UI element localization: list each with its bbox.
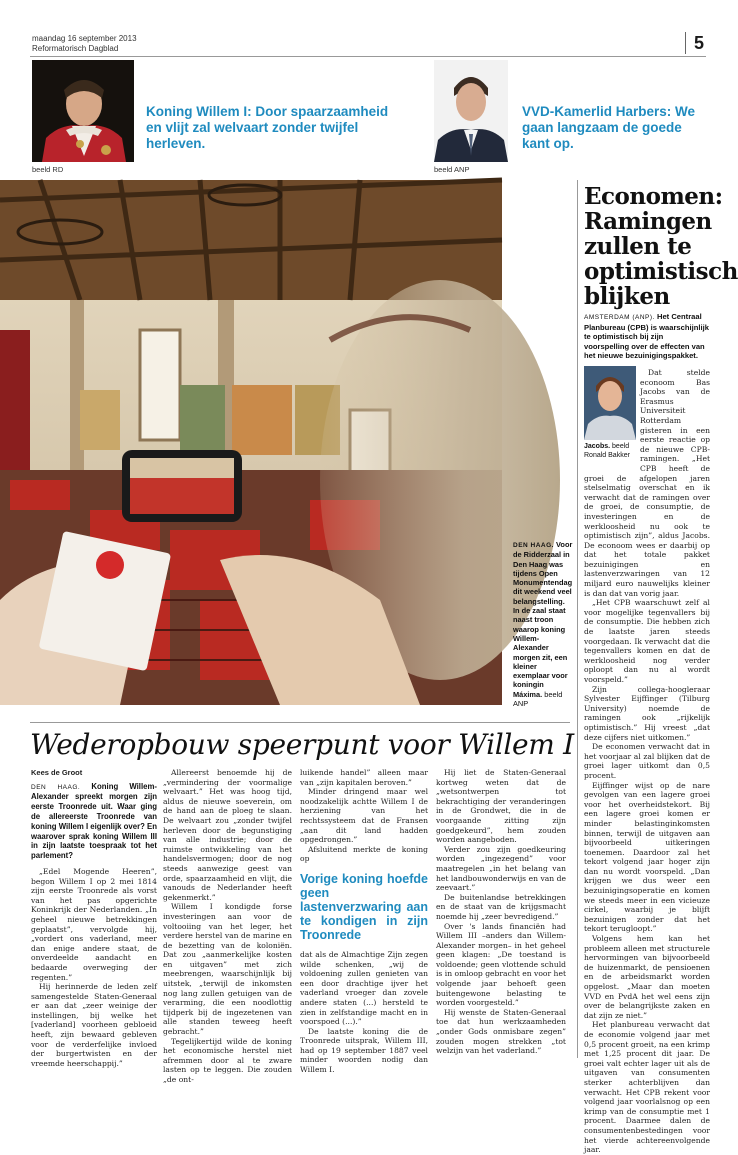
economists-dateline: AMSTERDAM (ANP). [584,314,655,321]
page-number: 5 [685,32,704,54]
jacobs-credit: beeld Ronald Bakker [584,443,630,459]
article-subhead: Vorige koning hoefde geen lastenverzwaring aan te kondigen in zijn Troonrede [300,871,428,942]
economists-p5: Eijffinger wijst op de nare gevolgen van een lagere groei voor het overheidstekort. Bij een lagere groei komen er minder belastinginkomsten binnen, terwijl de uitgaven aan bijvoorbeeld uitkeringen toenemen. Daardoor zal het tekort volgend jaar hoger zijn dan nu wordt voorspeld. „Dan krijgen we dus weer een bezuinigingsoperatie en komen we steeds meer in een vicieuze cirkel, waarbij je blijft bezuinigen zonder dat het tekort terugloopt.” [584,780,710,934]
economists-p2: „Het CPB waarschuwt zelf al voor mogelijke tegenvallers bij de consumptie. Die hebben zich de laatste jaren steeds voorgedaan. Ik verwacht dat die tegenvallers komen en dat de werkloosheid nog verder oploopt dan nu al wordt voorspeld.” [584,598,710,684]
article-col3-p3: Afsluitend merkte de koning op [300,844,428,864]
caption-dateline: DEN HAAG. [513,542,554,549]
header-date: maandag 16 september 2013 [32,34,137,43]
article-headline: Wederopbouw speerpunt voor Willem I [30,728,574,761]
caption-credit: beeld ANP [513,689,563,709]
article-dateline: DEN HAAG. [31,783,81,791]
photo-caption [513,540,573,708]
teaser-2-title[interactable]: VVD-Kamerlid Harbers: We gaan langzaam de goede kant op. [522,104,696,151]
article-col4-p1: Hij liet de Staten-Generaal kortweg weten dat de „wetsontwerpen tot bekrachtiging der veranderingen in de Grondwet, die in de voorgaande zitting zijn goedgekeurd”, hem zouden worden aangeboden. [436,768,566,845]
economists-p4: De economen verwacht dat in het voorjaar al zal blijken dat de groei lager uitkomt dan 0,5 procent. [584,742,710,780]
economists-p1: Dat stelde econoom Bas Jacobs van de Erasmus Universiteit Rotterdam gisteren in een eerste reactie op de nieuwe CPB-ramingen. „Het CPB heeft de groei de afgelopen jaren stelselmatig overschat en ik verwacht dat de ramingen over de groei, de consumptie, de investeringen en de werkloosheid nu ook te optimistisch zijn”, aldus Jacobs. De econoom wees er daarbij op dat het totale pakket bezuinigingen en lastenverzwaringen van 12 miljard euro nauwelijks kleiner is dan dat van vorig jaar. [584,368,710,598]
economists-body [584,368,710,1155]
article-column-3 [300,768,428,1075]
article-lead [31,782,157,861]
article-col4-p2: Verder zou zijn goedkeuring worden „ingezegend” voor maatregelen „in het belang van het landbouwonderwijs en van de zeevaart.” [436,844,566,893]
body-photo-gap [584,368,640,472]
article-col3-p1: luikende handel” alleen maar van „zijn kapitalen beroven.” [300,768,428,787]
willem-i-portrait [32,60,134,162]
article-column-2 [163,768,292,1084]
jacobs-name: Jacobs. [584,443,611,450]
economists-lead [584,312,710,361]
caption-text: Voor de Ridderzaal in Den Haag was tijdens Open Monumentendag dit weekend veel belangstelling. In de zaal staat naast troon waarop koning Willem-Alexander morgen zit, een kleiner exemplaar voor koningin Máxima. [513,540,573,699]
header-paper: Reformatorisch Dagblad [32,44,119,53]
economists-p3: Zijn collega-hoogleraar Sylvester Eijffinger (Tilburg University) noemde de ramingen ook „rijkelijk optimistisch.” Hij vreest „dat deze cijfers niet uitkomen.” [584,684,710,742]
teaser-2-credit: beeld ANP [434,165,470,174]
article-col2-p3: Tegelijkertijd wilde de koning het economische herstel niet afremmen door al te zware lasten op te leggen. Die zouden „de ont- [163,1036,292,1084]
economists-headline: Economen: Ramingen zullen te optimistisch blijken [584,183,738,310]
article-column-4 [436,768,566,1060]
article-col1-p2: Hij herinnerde de leden zelf samengestelde Staten-Generaal er aan dat „zeer weinige der instellingen, bij welke het [vaderland] voorheen gebloeid heeft, zijn bewaard gebleven voor de verderfelijke invloed der burgertwisten en der vreemde heerschappij.” [31,982,157,1068]
economists-p6: Volgens hem kan het probleem alleen met structurele hervormingen van bijvoorbeeld de huizenmarkt, de pensioenen en de arbeidsmarkt worden opgelost. „Maar dan moeten VVD en PvdA het wel eens zijn over de belangrijkste zaken en dat zijn ze niet.” [584,934,710,1020]
article-col1-p1: „Edel Mogende Heeren”, begon Willem I op 2 mei 1814 zijn eerste Troonrede als vorst van het pas opgerichte Koninkrijk der Nederlanden. „In geheel nieuwe betrekkingen geplaatst”, vervolgde hij, „vordert ons vaderland, meer dan enige andere staat, de onverdeelde aandacht en bedaarde overweging der regenten.” [31,866,157,982]
economists-lead-text: Het Centraal Planbureau (CPB) is waarschijnlijk te optimistisch bij zijn voorspelling over de effecten van het nieuwe bezuinigingspakket. [584,312,709,361]
article-col4-p5: Hij wenste de Staten-Generaal toe dat hun werkzaamheden „onder Gods onmisbare zegen” zouden mogen strekken „tot welzijn van het vaderland.” [436,1007,566,1056]
column-divider [577,180,578,1058]
article-col3-p5: De laatste koning die de Troonrede uitsprak, Willem III, had op 19 september 1887 veel minder woorden nodig dan Willem I. [300,1026,428,1075]
page-header [32,34,137,54]
article-lead-text: Koning Willem-Alexander spreekt morgen zijn eerste Troonrede uit. Waar ging de allereerste Troonrede van koning Willem I eigenlijk over? En waarover sprak koning Willem III in zijn laatste toespraak tot het parlement? [31,781,158,861]
header-rule [30,56,706,57]
article-col3-p4: dat als de Almachtige Zijn zegen wilde schenken, „wij de voldoening zullen genieten van een door drachtige ijver het vaderland vroeger dan zovele andere staten (...) hersteld te zien in zelfstandige macht en in voorspoed (...).” [300,949,428,1027]
harbers-portrait [434,60,508,162]
article-col3-p2: Minder dringend maar wel noodzakelijk achtte Willem I de herziening van het rechtssysteem dat de Fransen „aan dit land hadden opgedrongen.” [300,787,428,845]
article-col4-p3: De buitenlandse betrekkingen en de staat van de krijgsmacht noemde hij „zeer bevredigend.” [436,892,566,921]
teaser-1-credit: beeld RD [32,165,64,174]
ridderzaal-photo [0,180,502,705]
article-column-1 [31,768,158,1068]
article-rule [30,722,570,723]
economists-p7: Het planbureau verwacht dat de economie volgend jaar met 0,5 procent groeit, na een krimp met 1,25 procent dit jaar. De groei valt echter lager uit als de uitgaven van consumenten sterker achterblijven dan verwacht. Het CPB rekent voor volgend jaar voorlalsnog op een krimp van de consumptie met 1 procent. Daarmee dalen de consumentenbestedingen voor het vierde achtereenvolgende jaar. [584,1020,710,1155]
teaser-1-title[interactable]: Koning Willem I: Door spaarzaamheid en vlijt zal welvaart zonder twijfel herleven. [146,104,389,151]
article-byline: Kees de Groot [31,768,83,777]
article-col2-p1: Allereerst benoemde hij de „vermindering der voormalige welvaart.” Het was hoog tijd, aldus de nieuwe soeverein, om de hand aan de ploeg te slaan. De welvaart zou „zonder twijfel herleven door de begunstiging van alle industrie; door de ruimste ontwikkeling van het handelsvermogen; door de nog steeds aanwezige geest van orde, spaarzaamheid en vlijt, die vanouds de Nederlander heeft gekenmerkt.” [163,768,292,902]
article-col2-p2: Willem I kondigde forse investeringen aan voor de voltooiing van het leger, het verdere herstel van de marine en de bezetting van de koloniën. Dat zou „aanmerkelijke kosten en uitgaven” met zich meebrengen, waarschijnlijk bij uitstek, „terwijl de inkomsten nog lang zullen getuigen van de verarming, die een noodlottig tijdperk bij de ingezetenen van alle standen teweeg heeft gebracht.” [163,902,292,1037]
article-col4-p4: Over 's lands financiën had Willem III –anders dan Willem-Alexander morgen– in het geheel geen klagen: „De toestand is voldoende; geen vlottende schuld is in omloop gebracht en voor het volgende jaar behoeft geen buitengewone belasting te worden voorgesteld.” [436,921,566,1008]
